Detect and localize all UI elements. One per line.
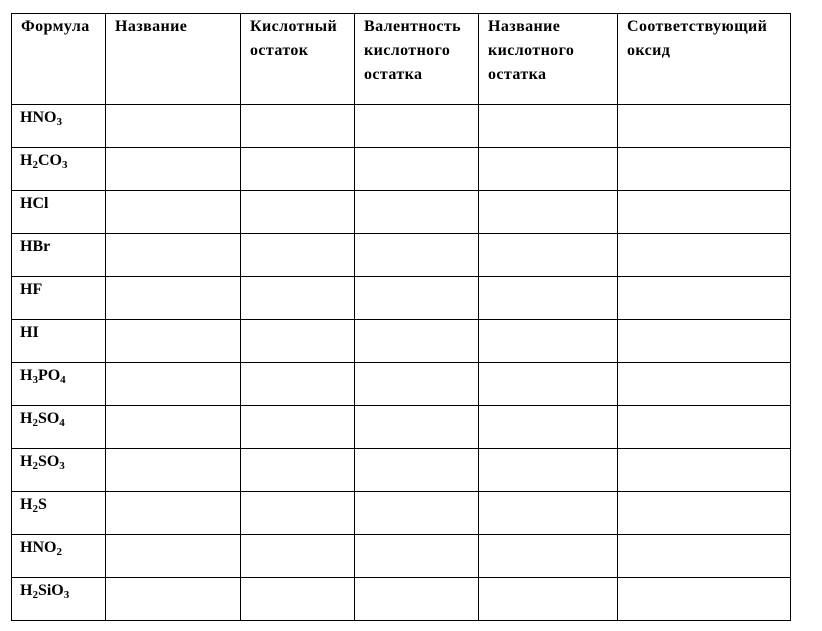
table-row [12,449,791,492]
residue-valence-cell[interactable] [355,191,479,234]
name-cell[interactable] [106,105,241,148]
header-row [12,14,791,105]
formula-text: S [37,496,47,513]
residue-valence-cell[interactable] [355,492,479,535]
acid-residue-cell[interactable] [241,320,355,363]
formula-subscript: 4 [59,417,65,429]
formula-cell [12,320,106,363]
table-row [12,535,791,578]
formula-subscript: 2 [56,546,62,558]
name-cell[interactable] [106,363,241,406]
formula-text: H [20,367,33,384]
residue-name-cell[interactable] [479,363,618,406]
residue-name-cell[interactable] [479,578,618,621]
oxide-cell[interactable] [618,492,791,535]
formula-cell [12,578,106,621]
oxide-cell[interactable] [618,105,791,148]
acids-table [11,13,791,621]
formula-text: CO [37,152,62,169]
formula-text: SiO [37,582,64,599]
oxide-cell[interactable] [618,234,791,277]
residue-valence-cell[interactable] [355,535,479,578]
header-formula: Формула [12,14,106,105]
name-cell[interactable] [106,148,241,191]
header-corresponding-oxide: Соответствующий оксид [618,14,791,105]
table-row [12,578,791,621]
formula-subscript: 3 [56,116,62,128]
oxide-cell[interactable] [618,535,791,578]
acid-residue-cell[interactable] [241,535,355,578]
table-body [12,105,791,621]
residue-valence-cell[interactable] [355,363,479,406]
residue-valence-cell[interactable] [355,449,479,492]
acid-residue-cell[interactable] [241,234,355,277]
residue-name-cell[interactable] [479,406,618,449]
residue-valence-cell[interactable] [355,406,479,449]
acid-residue-cell[interactable] [241,105,355,148]
name-cell[interactable] [106,406,241,449]
formula-cell [12,406,106,449]
formula-text: HCl [20,195,49,212]
formula-subscript: 2 [32,159,38,171]
oxide-cell[interactable] [618,363,791,406]
acid-residue-cell[interactable] [241,363,355,406]
formula-subscript: 2 [32,589,38,601]
formula-cell [12,191,106,234]
residue-name-cell[interactable] [479,148,618,191]
residue-valence-cell[interactable] [355,105,479,148]
residue-name-cell[interactable] [479,320,618,363]
formula-cell [12,492,106,535]
formula-subscript: 2 [32,460,38,472]
acid-residue-cell[interactable] [241,277,355,320]
acid-residue-cell[interactable] [241,492,355,535]
name-cell[interactable] [106,277,241,320]
acid-residue-cell[interactable] [241,148,355,191]
table-row [12,406,791,449]
formula-cell [12,148,106,191]
formula-text: H [20,410,33,427]
oxide-cell[interactable] [618,406,791,449]
formula-text: HI [20,324,39,341]
name-cell[interactable] [106,578,241,621]
formula-text: H [20,453,33,470]
formula-text: H [20,152,33,169]
table-row [12,492,791,535]
acid-residue-cell[interactable] [241,578,355,621]
oxide-cell[interactable] [618,277,791,320]
table-row [12,234,791,277]
formula-subscript: 3 [63,589,70,601]
residue-name-cell[interactable] [479,191,618,234]
formula-text: H [20,582,33,599]
oxide-cell[interactable] [618,320,791,363]
oxide-cell[interactable] [618,449,791,492]
acid-residue-cell[interactable] [241,406,355,449]
residue-name-cell[interactable] [479,105,618,148]
oxide-cell[interactable] [618,191,791,234]
residue-name-cell[interactable] [479,234,618,277]
formula-text: HNO [20,109,57,126]
header-residue-valence: Валентность кислотного остатка [355,14,479,105]
formula-cell [12,105,106,148]
formula-text: HNO [20,539,57,556]
formula-text: H [20,496,33,513]
formula-subscript: 3 [59,460,65,472]
oxide-cell[interactable] [618,148,791,191]
name-cell[interactable] [106,535,241,578]
formula-subscript: 2 [32,417,38,429]
formula-text: SO [37,453,60,470]
formula-text: HF [20,281,43,298]
residue-name-cell[interactable] [479,449,618,492]
table-row [12,363,791,406]
header-name: Название [106,14,241,105]
name-cell[interactable] [106,449,241,492]
formula-subscript: 3 [32,374,38,386]
name-cell[interactable] [106,320,241,363]
formula-subscript: 4 [60,374,66,386]
formula-subscript: 3 [61,159,68,171]
name-cell[interactable] [106,191,241,234]
name-cell[interactable] [106,492,241,535]
header-acid-residue: Кислотный остаток [241,14,355,105]
formula-cell [12,277,106,320]
name-cell[interactable] [106,234,241,277]
table-row [12,191,791,234]
table-row [12,148,791,191]
residue-name-cell[interactable] [479,535,618,578]
formula-text: PO [37,367,61,384]
header-residue-name: Название кислотного остатка [479,14,618,105]
acid-residue-cell[interactable] [241,449,355,492]
residue-valence-cell[interactable] [355,578,479,621]
formula-cell [12,449,106,492]
formula-cell [12,363,106,406]
residue-name-cell[interactable] [479,277,618,320]
table-row [12,320,791,363]
residue-valence-cell[interactable] [355,234,479,277]
formula-cell [12,234,106,277]
formula-text: SO [37,410,60,427]
formula-text: HBr [20,238,51,255]
oxide-cell[interactable] [618,578,791,621]
formula-cell [12,535,106,578]
formula-subscript: 2 [32,503,38,515]
residue-valence-cell[interactable] [355,148,479,191]
table-row [12,105,791,148]
table-row [12,277,791,320]
residue-valence-cell[interactable] [355,277,479,320]
residue-name-cell[interactable] [479,492,618,535]
acid-residue-cell[interactable] [241,191,355,234]
residue-valence-cell[interactable] [355,320,479,363]
